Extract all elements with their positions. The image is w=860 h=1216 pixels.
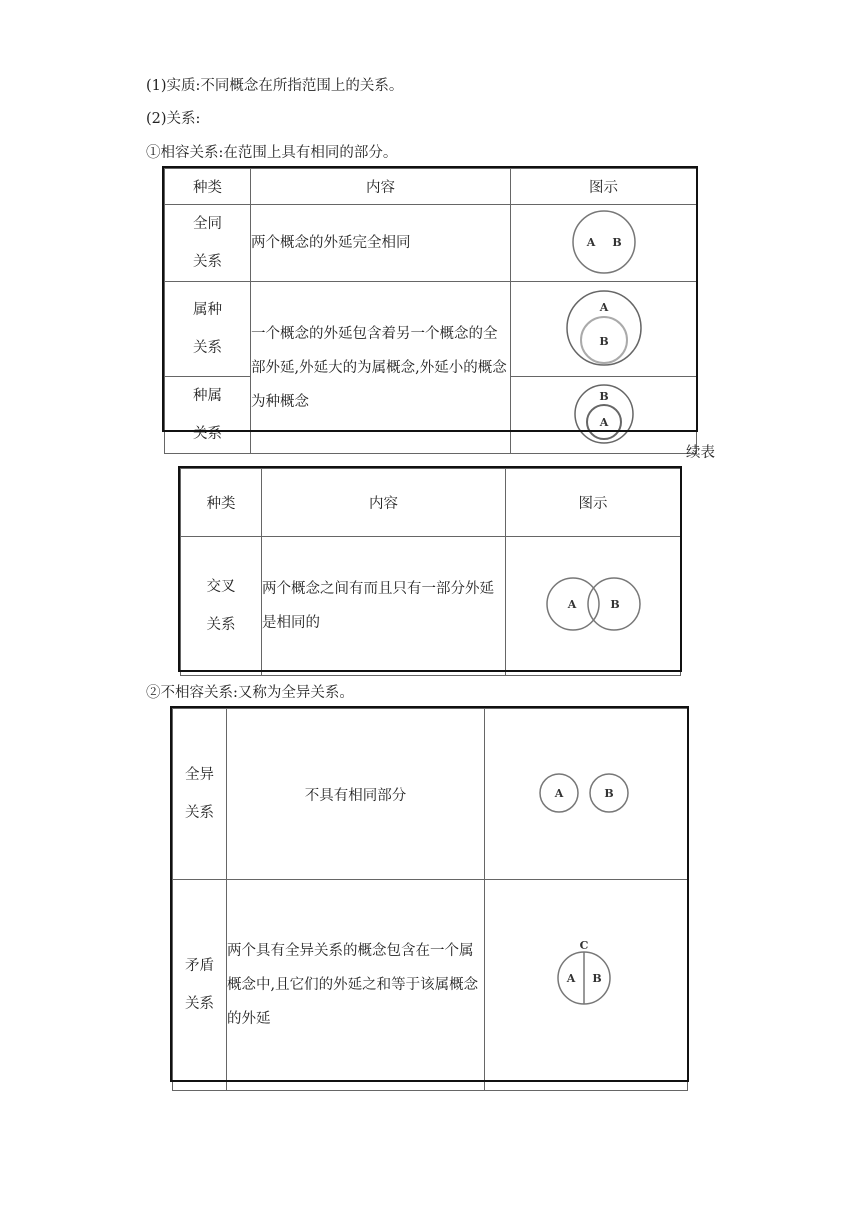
- header-kind: 种类: [165, 169, 251, 205]
- incompatible-relation-heading: ②不相容关系:又称为全异关系。: [146, 685, 354, 701]
- table-header-row: [165, 169, 697, 205]
- contradiction-venn-diagram: [485, 880, 688, 1086]
- genus-species-venn-diagram: [511, 282, 697, 372]
- label-a: A: [586, 235, 596, 249]
- kind-cell: [173, 709, 227, 880]
- kind-label-bottom: 关系: [193, 340, 222, 356]
- inner-label: A: [599, 415, 609, 429]
- intersection-diagram-cell: [506, 537, 681, 676]
- continued-table-label: 续表: [686, 445, 715, 461]
- disjoint-venn-diagram: [485, 709, 688, 875]
- intro-line-essence: (1)实质:不同概念在所指范围上的关系。: [146, 78, 404, 94]
- shared-content-cell: 一个概念的外延包含着另一个概念的全部外延,外延大的为属概念,外延小的概念为种概念: [251, 282, 511, 454]
- right-label: B: [610, 598, 620, 611]
- table-row: [165, 205, 697, 282]
- species-genus-diagram-cell: [511, 377, 697, 454]
- genus-species-diagram-cell: [511, 282, 697, 377]
- table-row: [173, 880, 688, 1091]
- table-header-row: [181, 469, 681, 537]
- header-content: 内容: [262, 469, 506, 537]
- outer-label: A: [599, 301, 609, 314]
- outer-label: B: [599, 389, 609, 403]
- content-cell: 两个概念的外延完全相同: [251, 205, 511, 282]
- intro-line-relations: (2)关系:: [146, 111, 201, 127]
- header-content: 内容: [251, 169, 511, 205]
- identity-circle: [573, 211, 635, 273]
- compatible-relation-heading: ①相容关系:在范围上具有相同的部分。: [146, 145, 398, 161]
- header-diagram: 图示: [511, 169, 697, 205]
- table-row: [165, 282, 697, 377]
- kind-label-top: 交叉: [206, 579, 236, 595]
- kind-cell: [173, 880, 227, 1091]
- table-row: [173, 709, 688, 880]
- inner-label: B: [599, 335, 609, 348]
- content-cell: 两个概念之间有而且只有一部分外延是相同的: [262, 537, 506, 676]
- kind-label-bottom: 关系: [185, 805, 214, 821]
- incompatible-relation-table: [172, 708, 688, 1091]
- identity-diagram-cell: [511, 205, 697, 282]
- kind-label-bottom: 关系: [193, 254, 222, 270]
- species-genus-venn-diagram: [511, 380, 697, 447]
- right-label: B: [592, 972, 602, 985]
- left-label: A: [567, 598, 577, 611]
- intersection-relation-table: [180, 468, 681, 676]
- kind-cell: [165, 377, 251, 454]
- disjoint-diagram-cell: [485, 709, 688, 880]
- table-row: [181, 537, 681, 676]
- content-cell: 两个具有全异关系的概念包含在一个属概念中,且它们的外延之和等于该属概念的外延: [227, 880, 485, 1091]
- label-b: B: [612, 235, 622, 249]
- kind-cell: [181, 537, 262, 676]
- kind-label-top: 属种: [193, 302, 222, 318]
- left-label: A: [554, 787, 564, 800]
- kind-label-top: 矛盾: [185, 958, 214, 974]
- intersection-venn-diagram: [506, 537, 681, 671]
- kind-label-top: 全异: [185, 767, 214, 783]
- kind-label-top: 全同: [193, 216, 222, 232]
- contradiction-diagram-cell: [485, 880, 688, 1091]
- top-label: C: [579, 939, 589, 952]
- header-kind: 种类: [181, 469, 262, 537]
- kind-label-bottom: 关系: [206, 617, 236, 633]
- left-label: A: [566, 972, 576, 985]
- kind-cell: [165, 205, 251, 282]
- right-label: B: [604, 787, 614, 800]
- identity-venn-diagram: [511, 208, 697, 275]
- kind-label-top: 种属: [193, 388, 222, 404]
- kind-cell: [165, 282, 251, 377]
- kind-label-bottom: 关系: [185, 996, 214, 1012]
- content-cell: 不具有相同部分: [227, 709, 485, 880]
- compatible-relation-table: [164, 168, 697, 454]
- header-diagram: 图示: [506, 469, 681, 537]
- kind-label-bottom: 关系: [193, 426, 222, 442]
